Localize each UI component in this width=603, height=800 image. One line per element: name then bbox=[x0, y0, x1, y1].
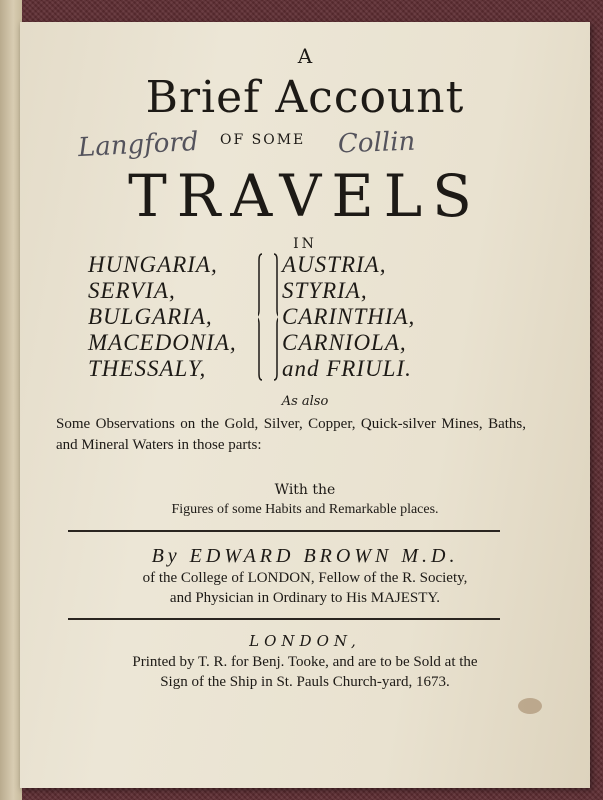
observations-text: Some Observations on the Gold, Silver, Copper, Quick-silver Mines, Baths, and Mineral Waters in those parts: bbox=[56, 416, 526, 453]
country-item: MACEDONIA, bbox=[88, 330, 237, 355]
title-page bbox=[20, 22, 590, 788]
title-of-some: OF SOME bbox=[220, 132, 306, 148]
country-item: CARINTHIA, bbox=[282, 304, 416, 329]
handwritten-signature-right: Collin bbox=[337, 126, 416, 160]
title-article: A bbox=[297, 44, 313, 68]
country-item: HUNGARIA, bbox=[88, 252, 218, 277]
figures-line: Figures of some Habits and Remarkable places. bbox=[171, 502, 439, 517]
double-brace-icon bbox=[258, 252, 278, 382]
imprint-line-2: Sign of the Ship in St. Pauls Church-yard, 1673. bbox=[160, 674, 450, 690]
as-also-line: As also bbox=[281, 394, 329, 409]
author-line: By EDWARD BROWN M.D. bbox=[151, 545, 459, 567]
ink-stain bbox=[518, 698, 542, 714]
book-spine-edge bbox=[0, 0, 22, 800]
handwritten-signature-left: Langford bbox=[77, 126, 200, 164]
physician-line: and Physician in Ordinary to His MAJESTY. bbox=[169, 590, 441, 606]
country-item: STYRIA, bbox=[282, 278, 368, 303]
title-brief-account: Brief Account bbox=[145, 72, 465, 123]
countries-left-column bbox=[88, 252, 237, 382]
imprint-line-1: Printed by T. R. for Benj. Tooke, and are to be Sold at the bbox=[132, 654, 478, 670]
country-item: AUSTRIA, bbox=[282, 252, 387, 277]
countries-right-column bbox=[282, 252, 415, 382]
title-travels: TRAVELS bbox=[128, 162, 482, 230]
country-item: and FRIULI. bbox=[282, 356, 412, 381]
title-in: IN bbox=[293, 236, 317, 252]
country-item: SERVIA, bbox=[88, 278, 176, 303]
country-item: BULGARIA, bbox=[88, 304, 213, 329]
divider-rule-top bbox=[68, 530, 500, 532]
with-the-line: With the bbox=[274, 482, 336, 498]
country-item: CARNIOLA, bbox=[282, 330, 407, 355]
divider-rule-bottom bbox=[68, 618, 500, 620]
imprint-city: LONDON, bbox=[249, 632, 361, 650]
college-line: of the College of LONDON, Fellow of the R. Society, bbox=[142, 570, 468, 586]
country-item: THESSALY, bbox=[88, 356, 207, 381]
